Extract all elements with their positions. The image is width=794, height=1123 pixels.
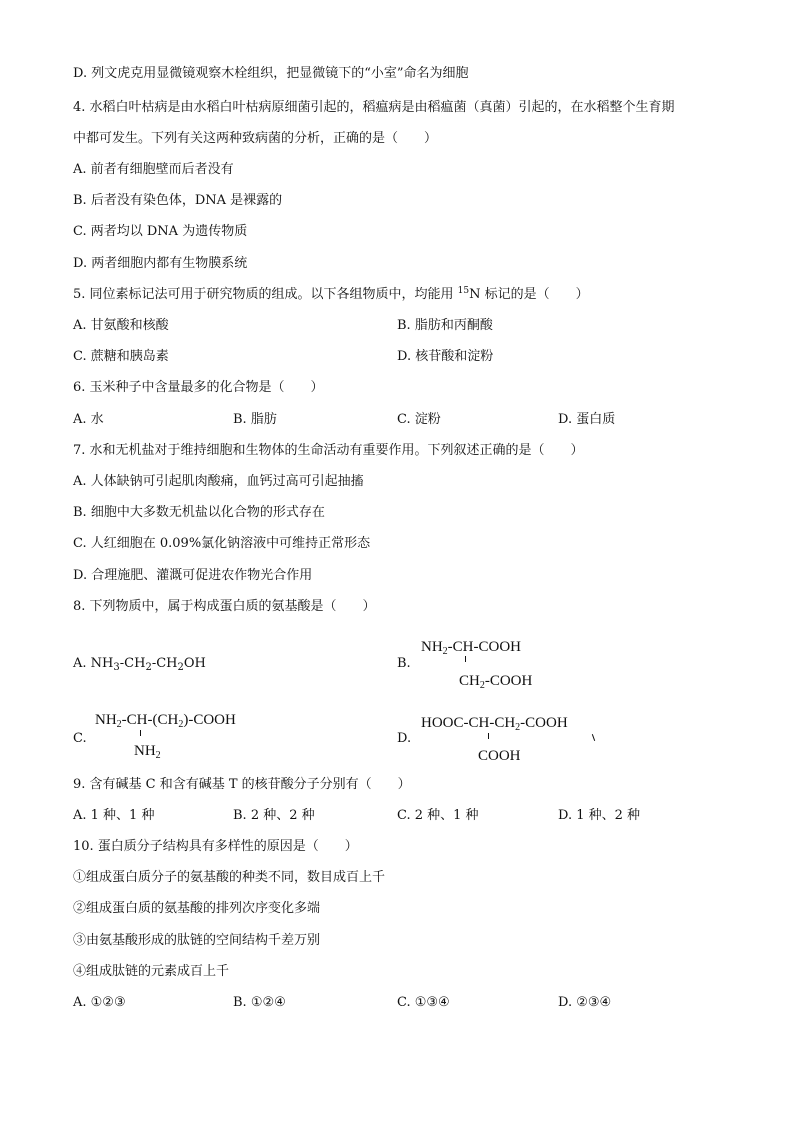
q6-option-c: C. 淀粉 — [397, 412, 441, 427]
q5-option-c: C. 蔗糖和胰岛素 — [73, 349, 169, 364]
q6-option-a: A. 水 — [73, 412, 104, 427]
q6-stem: 6. 玉米种子中含量最多的化合物是（ ） — [73, 380, 324, 395]
q9-option-a: A. 1 种、1 种 — [73, 808, 155, 823]
bond-c — [140, 730, 141, 736]
q10-item-4: ④组成肽链的元素成百上千 — [73, 964, 230, 979]
q10-item-1: ①组成蛋白质分子的氨基酸的种类不同，数目成百上千 — [73, 870, 386, 885]
formula-b-line2: $CH_2$-COOH — [459, 673, 533, 691]
formula-b-line1: $NH_2-CH$-COOH — [421, 639, 522, 657]
formula-d-line1: HOOC-$CH-CH_2$-COOH — [421, 715, 568, 733]
q10-option-c: C. ①③④ — [397, 995, 450, 1010]
q8-option-a: A. $NH_3-CH_2-CH_2OH$ — [73, 656, 206, 673]
stray-mark — [592, 734, 595, 741]
q4-option-d: D. 两者细胞内都有生物膜系统 — [73, 256, 248, 271]
q9-stem: 9. 含有碱基 C 和含有碱基 T 的核苷酸分子分别有（ ） — [73, 777, 411, 792]
q10-item-2: ②组成蛋白质的氨基酸的排列次序变化多端 — [73, 901, 321, 916]
bond-b — [465, 656, 466, 662]
q8-option-c-label: C. — [73, 731, 87, 746]
q7-option-b: B. 细胞中大多数无机盐以化合物的形式存在 — [73, 505, 325, 520]
q9-option-c: C. 2 种、1 种 — [397, 808, 479, 823]
q9-option-b: B. 2 种、2 种 — [233, 808, 315, 823]
q7-option-d: D. 合理施肥、灌溉可促进农作物光合作用 — [73, 568, 313, 583]
q10-stem: 10. 蛋白质分子结构具有多样性的原因是（ ） — [73, 839, 358, 854]
formula-c-line1: $NH_2-CH-(CH_2)$-COOH — [95, 712, 236, 730]
q4-stem-line2: 中都可发生。下列有关这两种致病菌的分析，正确的是（ ） — [73, 131, 438, 146]
bond-d — [488, 733, 489, 739]
q4-option-b: B. 后者没有染色体，DNA 是裸露的 — [73, 193, 283, 208]
q7-stem: 7. 水和无机盐对于维持细胞和生物体的生命活动有重要作用。下列叙述正确的是（ ） — [73, 443, 584, 458]
q8-option-b-label: B. — [397, 656, 411, 671]
q4-option-a: A. 前者有细胞壁而后者没有 — [73, 162, 234, 177]
q10-item-3: ③由氨基酸形成的肽链的空间结构千差万别 — [73, 933, 321, 948]
q6-option-b: B. 脂肪 — [233, 412, 277, 427]
q10-option-d: D. ②③④ — [558, 995, 612, 1010]
q3-option-d: D. 列文虎克用显微镜观察木栓组织，把显微镜下的“小室”命名为细胞 — [73, 66, 469, 81]
q7-option-a: A. 人体缺钠可引起肌肉酸痛，血钙过高可引起抽搐 — [73, 474, 364, 489]
formula-c-line2: $NH_2$ — [134, 743, 161, 761]
q6-option-d: D. 蛋白质 — [558, 412, 616, 427]
q5-option-d: D. 核苷酸和淀粉 — [397, 349, 494, 364]
q5-stem: 5. 同位素标记法可用于研究物质的组成。以下各组物质中，均能用 $^{15}$N 标记的是（ ） — [73, 286, 589, 302]
q5-option-b: B. 脂肪和丙酮酸 — [397, 318, 493, 333]
q8-stem: 8. 下列物质中，属于构成蛋白质的氨基酸是（ ） — [73, 599, 376, 614]
q5-option-a: A. 甘氨酸和核酸 — [73, 318, 169, 333]
q7-option-c: C. 人红细胞在 0.09%氯化钠溶液中可维持正常形态 — [73, 536, 371, 551]
q9-option-d: D. 1 种、2 种 — [558, 808, 641, 823]
q4-option-c: C. 两者均以 DNA 为遗传物质 — [73, 224, 248, 239]
q4-stem-line1: 4. 水稻白叶枯病是由水稻白叶枯病原细菌引起的，稻瘟病是由稻瘟菌（真菌）引起的，在水稻整个生育期 — [73, 100, 675, 115]
isotope-mass-number: 15 — [457, 286, 470, 296]
q10-option-a: A. ①②③ — [73, 995, 126, 1010]
q10-option-b: B. ①②④ — [233, 995, 286, 1010]
formula-a: $NH_3-CH_2-CH_2OH$ — [90, 656, 206, 673]
formula-d-line2: COOH — [478, 748, 521, 763]
q8-option-d-label: D. — [397, 731, 412, 746]
